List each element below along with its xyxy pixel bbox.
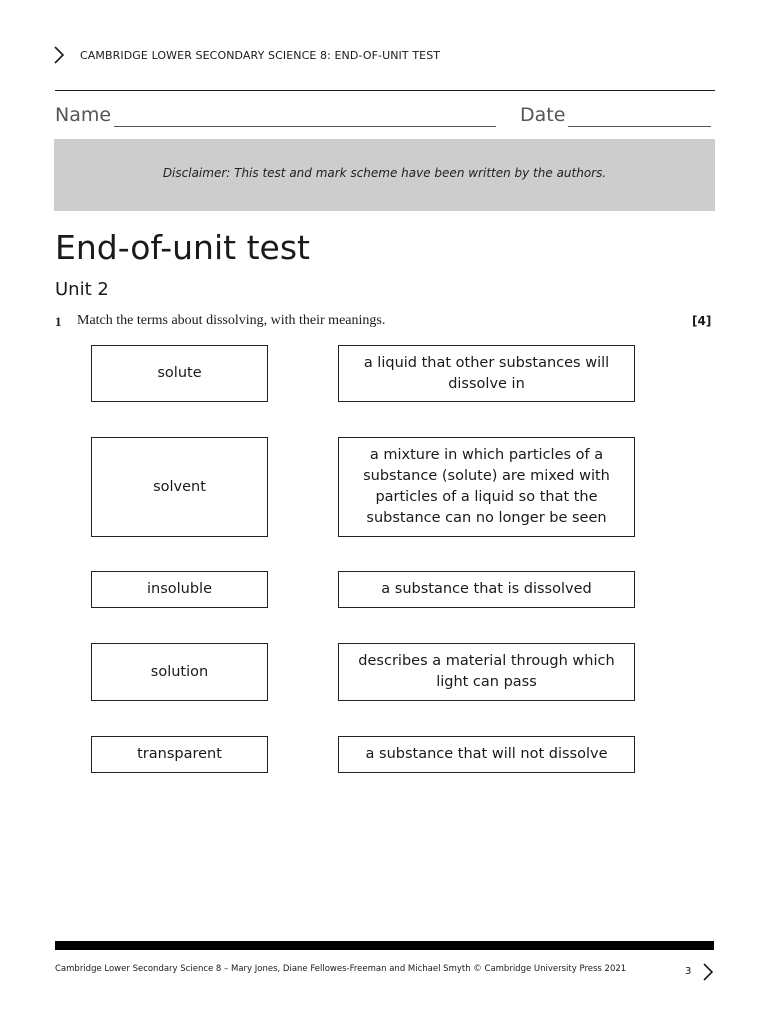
term-box[interactable]: solution [91,643,268,701]
term-box[interactable]: insoluble [91,571,268,608]
header-rule [55,90,715,91]
name-label: Name [55,104,112,126]
meaning-box[interactable]: a substance that will not dissolve [338,736,635,773]
disclaimer-banner [54,139,715,211]
question-number: 1 [55,314,62,329]
meaning-box[interactable]: a mixture in which particles of a substance (solute) are mixed with particles of a liquid so that the substance can no longer be seen [338,437,635,537]
term-box[interactable]: solute [91,345,268,402]
date-label: Date [520,104,566,126]
footer-credit: Cambridge Lower Secondary Science 8 – Mary Jones, Diane Fellowes-Freeman and Michael Smyth © Cambridge University Press 2021 [55,964,627,974]
meaning-box[interactable]: a liquid that other substances will dissolve in [338,345,635,402]
name-field[interactable] [114,126,496,127]
disclaimer-text: Disclaimer: This test and mark scheme have been written by the authors. [162,166,607,180]
next-page-chevron-icon[interactable] [702,963,714,981]
date-field[interactable] [568,126,711,127]
question-text: Match the terms about dissolving, with their meanings. [77,313,386,328]
chevron-right-icon [52,46,66,64]
page-number: 3 [685,966,692,977]
header-title: CAMBRIDGE LOWER SECONDARY SCIENCE 8: END-OF-UNIT TEST [80,49,441,62]
meaning-box[interactable]: a substance that is dissolved [338,571,635,608]
unit-title: Unit 2 [55,279,109,300]
question-marks: [4] [692,314,712,328]
footer-bar [55,941,714,950]
meaning-box[interactable]: describes a material through which light can pass [338,643,635,701]
page-title: End-of-unit test [55,228,310,267]
term-box[interactable]: transparent [91,736,268,773]
term-box[interactable]: solvent [91,437,268,537]
